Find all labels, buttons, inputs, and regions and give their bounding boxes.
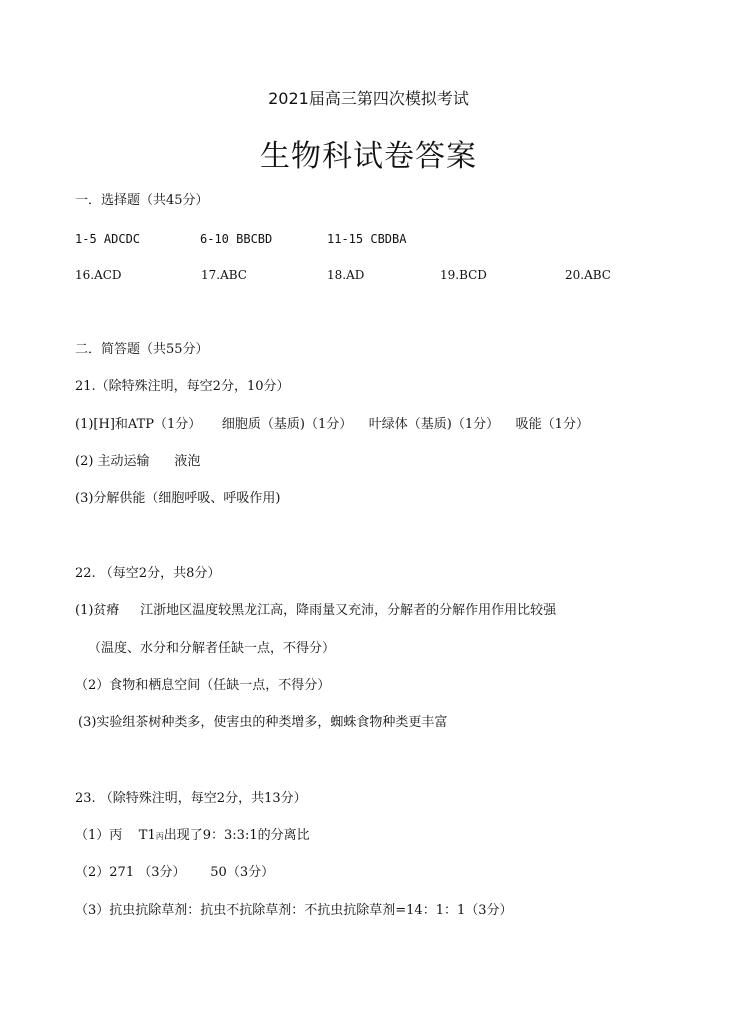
answer-6-10: 6-10 BBCBD [200,232,273,246]
q21-answer-1: (1)[H]和ATP（1分） 细胞质（基质)（1分） 叶绿体（基质)（1分） 吸能（1分） [75,417,589,432]
answer-20: 20.ABC [565,268,611,282]
page-title: 生物科试卷答案 [260,139,477,174]
q22-answer-3: (3)实验组茶树种类多，使害虫的种类增多，蜘蛛食物种类更丰富 [78,715,448,730]
section2-heading: 二．简答题（共55分） [75,342,209,357]
q21-answer-3: (3)分解供能（细胞呼吸、呼吸作用) [75,491,281,506]
exam-subtitle: 2021届高三第四次模拟考试 [268,89,469,108]
q22-answer-1-note: （温度、水分和分解者任缺一点，不得分） [88,641,336,656]
q23-answer-1-subscript: 丙 [155,832,164,841]
q22-heading: 22. （每空2分，共8分） [75,566,221,581]
q21-answer-2: (2) 主动运输 液泡 [75,454,201,469]
q22-answer-1: (1)贫瘠 江浙地区温度较黑龙江高，降雨量又充沛，分解者的分解作用作用比较强 [75,603,557,618]
q22-answer-2: （2）食物和栖息空间（任缺一点，不得分） [75,678,331,693]
q23-answer-3: （3）抗虫抗除草剂：抗虫不抗除草剂：不抗虫抗除草剂=14：1：1（3分） [75,903,513,918]
answer-17: 17.ABC [201,268,247,282]
answer-16: 16.ACD [75,268,122,282]
q21-heading: 21.（除特殊注明，每空2分，10分） [75,379,290,394]
q23-answer-1-post: 出现了9：3:3:1的分离比 [163,828,310,843]
answer-11-15: 11-15 CBDBA [327,232,407,246]
section1-heading: 一．选择题（共45分） [75,193,209,208]
answer-18: 18.AD [327,268,365,282]
q23-heading: 23. （除特殊注明，每空2分，共13分） [75,791,307,806]
answer-1-5: 1-5 ADCDC [75,232,141,246]
q23-answer-1 [75,827,310,846]
q23-answer-2: （2）271 （3分） 50（3分） [75,865,275,880]
answer-19: 19.BCD [440,268,487,282]
q23-answer-1-pre: （1）丙 T1 [75,828,156,843]
